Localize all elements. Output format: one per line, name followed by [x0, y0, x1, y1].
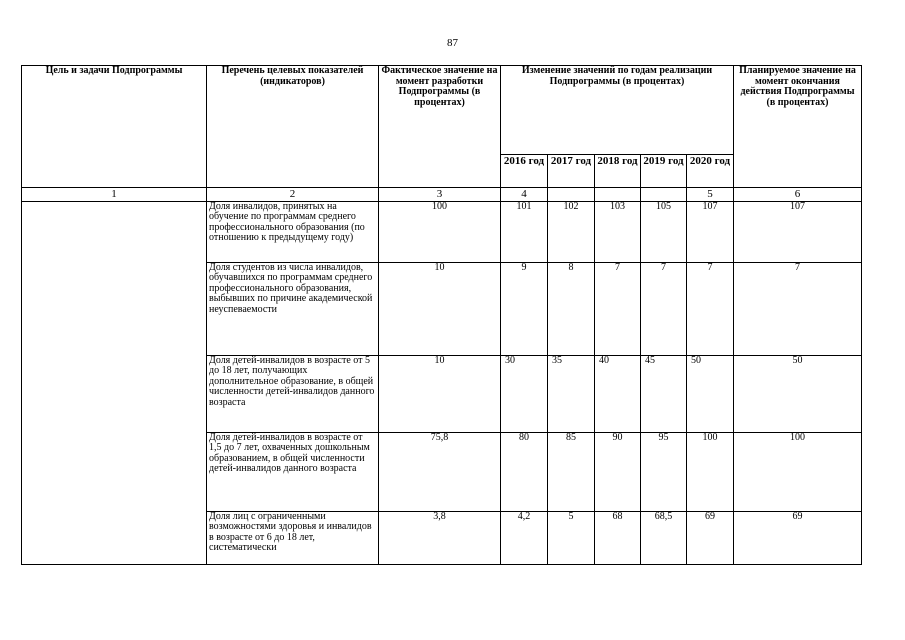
actual-value-cell: 100: [379, 202, 501, 263]
year-value-cell: 95: [641, 433, 687, 512]
year-value-cell: 7: [595, 263, 641, 356]
year-value-cell: 7: [641, 263, 687, 356]
year-value-cell: 9: [501, 263, 548, 356]
header-year-2016: 2016 год: [501, 155, 548, 188]
year-value-cell: 30: [501, 356, 548, 433]
column-number: 6: [734, 188, 862, 202]
year-value-cell: 90: [595, 433, 641, 512]
column-number: 5: [687, 188, 734, 202]
year-value-cell: 8: [548, 263, 595, 356]
column-number-empty: [595, 188, 641, 202]
indicators-table: [21, 65, 862, 565]
year-value-cell: 40: [595, 356, 641, 433]
indicator-cell: Доля студентов из числа инвалидов, обучавшихся по программам среднего профессионального образования, выбывших по причине академической неуспеваемости: [207, 263, 379, 356]
goal-cell: [22, 202, 207, 565]
indicator-cell: Доля детей-инвалидов в возрасте от 1,5 до 7 лет, охваченных дошкольным образованием, в общей численности детей-инвалидов данного возраста: [207, 433, 379, 512]
year-value-cell: 85: [548, 433, 595, 512]
page-number: 87: [447, 37, 458, 49]
year-value-cell: 5: [548, 512, 595, 565]
header-year-2017: 2017 год: [548, 155, 595, 188]
year-value-cell: 80: [501, 433, 548, 512]
column-number: 4: [501, 188, 548, 202]
column-number: 2: [207, 188, 379, 202]
indicator-cell: Доля лиц с ограниченными возможностями здоровья и инвалидов в возрасте от 6 до 18 лет, систематически: [207, 512, 379, 565]
year-value-cell: 103: [595, 202, 641, 263]
header-year-2018: 2018 год: [595, 155, 641, 188]
column-number: 3: [379, 188, 501, 202]
column-number-empty: [641, 188, 687, 202]
column-number-empty: [548, 188, 595, 202]
year-value-cell: 50: [687, 356, 734, 433]
year-value-cell: 101: [501, 202, 548, 263]
year-value-cell: 100: [687, 433, 734, 512]
indicator-cell: Доля инвалидов, принятых на обучение по программам среднего профессионального образования (по отношению к предыдущему году): [207, 202, 379, 263]
planned-value-cell: 107: [734, 202, 862, 263]
header-goal: Цель и задачи Подпрограммы: [22, 66, 207, 188]
header-indicators: Перечень целевых показателей (индикаторов): [207, 66, 379, 188]
year-value-cell: 4,2: [501, 512, 548, 565]
year-value-cell: 7: [687, 263, 734, 356]
year-value-cell: 102: [548, 202, 595, 263]
year-value-cell: 35: [548, 356, 595, 433]
planned-value-cell: 100: [734, 433, 862, 512]
year-value-cell: 45: [641, 356, 687, 433]
header-yearly-change: Изменение значений по годам реализации Подпрограммы (в процентах): [501, 66, 734, 155]
table-row: [22, 202, 862, 263]
header-actual-value: Фактическое значение на момент разработки Подпрограммы (в процентах): [379, 66, 501, 188]
header-year-2019: 2019 год: [641, 155, 687, 188]
actual-value-cell: 10: [379, 356, 501, 433]
year-value-cell: 68: [595, 512, 641, 565]
year-value-cell: 105: [641, 202, 687, 263]
actual-value-cell: 3,8: [379, 512, 501, 565]
actual-value-cell: 10: [379, 263, 501, 356]
planned-value-cell: 7: [734, 263, 862, 356]
planned-value-cell: 50: [734, 356, 862, 433]
indicator-cell: Доля детей-инвалидов в возрасте от 5 до 18 лет, получающих дополнительное образование, в общей численности детей-инвалидов данного возраста: [207, 356, 379, 433]
column-number: 1: [22, 188, 207, 202]
actual-value-cell: 75,8: [379, 433, 501, 512]
header-year-2020: 2020 год: [687, 155, 734, 188]
header-planned-value: Планируемое значение на момент окончания действия Подпрограммы (в процентах): [734, 66, 862, 188]
column-number-row: [22, 188, 862, 202]
year-value-cell: 107: [687, 202, 734, 263]
year-value-cell: 68,5: [641, 512, 687, 565]
planned-value-cell: 69: [734, 512, 862, 565]
year-value-cell: 69: [687, 512, 734, 565]
